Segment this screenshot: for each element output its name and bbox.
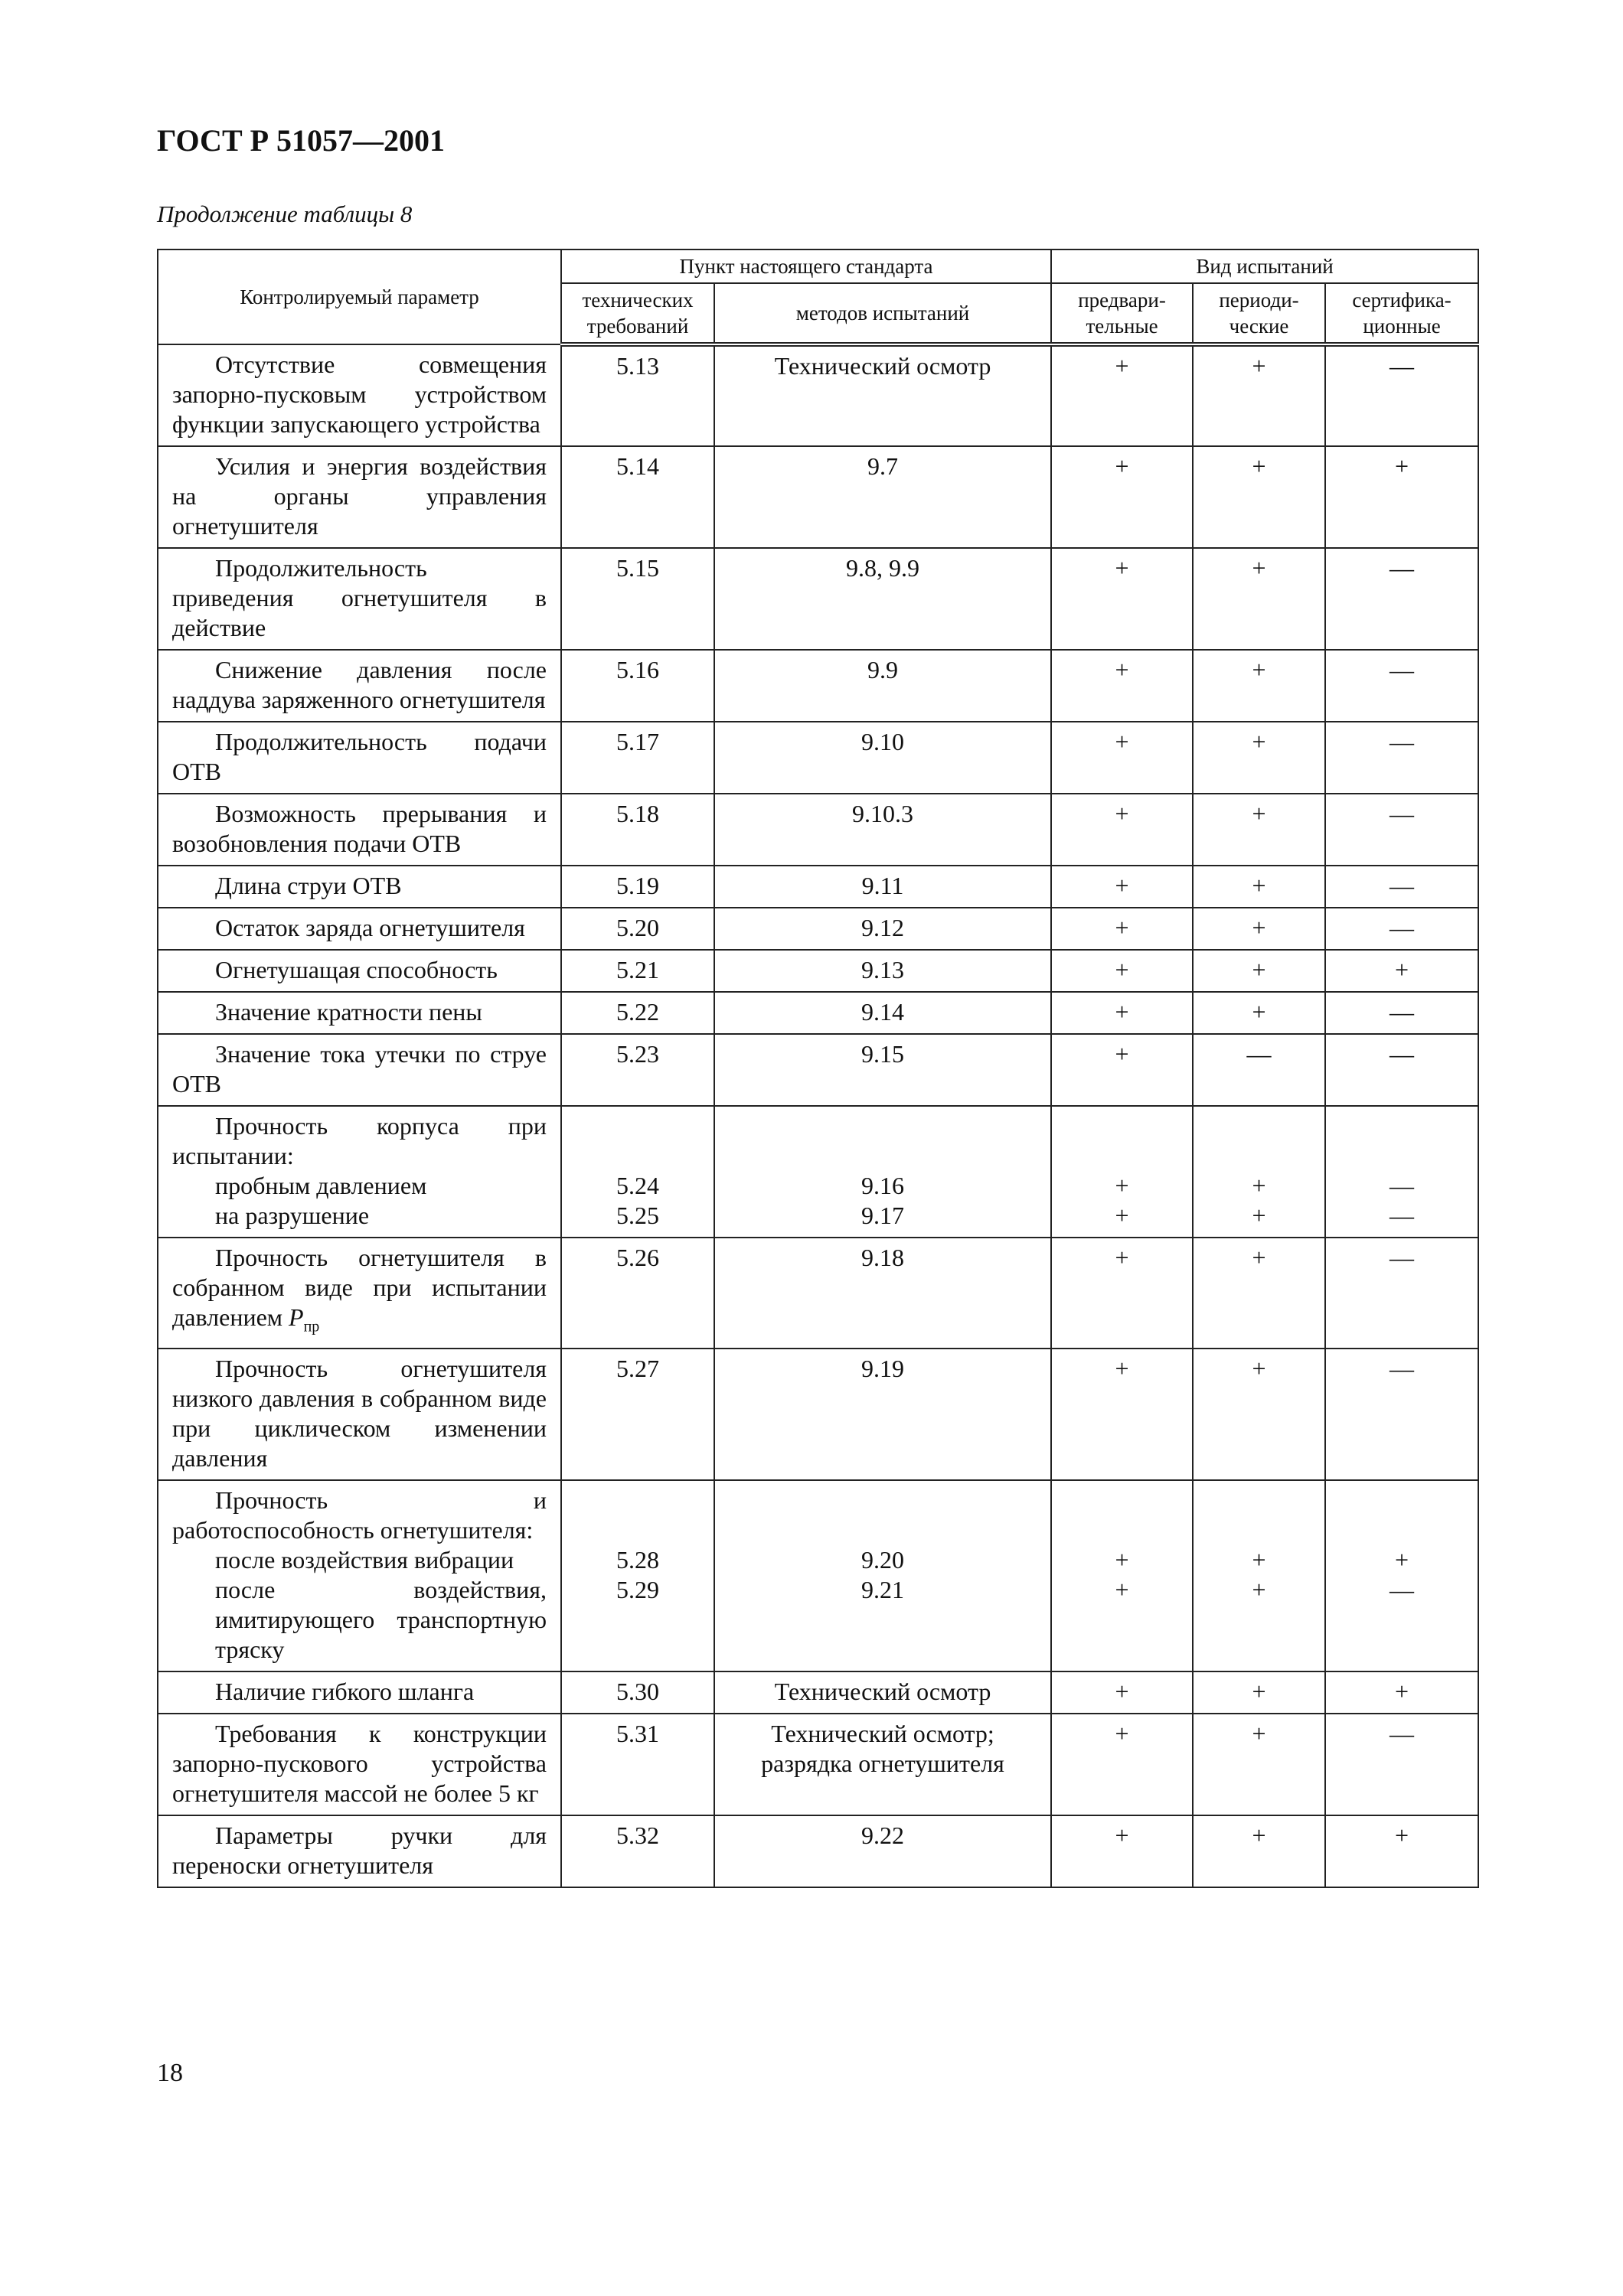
mark: — <box>1390 1172 1415 1199</box>
method-cell: Технический осмотр <box>714 344 1051 446</box>
tech-cell: 5.14 <box>561 446 714 548</box>
pressure-symbol-subscript: пр <box>303 1318 320 1336</box>
mark: + <box>1395 1546 1409 1574</box>
certification-cell: — <box>1325 650 1478 722</box>
periodic-cell: + <box>1193 1671 1325 1714</box>
table-row <box>158 344 1478 446</box>
param-subitem: после воздействия, имитирующего транспортную тряску <box>215 1576 547 1664</box>
param-cell <box>158 1349 561 1480</box>
document-code: ГОСТ Р 51057—2001 <box>157 123 446 158</box>
param-cell <box>158 722 561 794</box>
table-row <box>158 866 1478 908</box>
method-clause: 9.21 <box>861 1576 904 1604</box>
preliminary-cell: + <box>1051 866 1193 908</box>
param-cell <box>158 1815 561 1887</box>
table-body-top <box>158 344 1478 1106</box>
certification-cell: + <box>1325 950 1478 992</box>
tech-cell: 5.31 <box>561 1714 714 1815</box>
method-cell: 9.8, 9.9 <box>714 548 1051 650</box>
certification-cell: — <box>1325 1714 1478 1815</box>
preliminary-cell: + <box>1051 1671 1193 1714</box>
method-cell: 9.22 <box>714 1815 1051 1887</box>
param-cell <box>158 1714 561 1815</box>
preliminary-cell: + <box>1051 1238 1193 1349</box>
tech-cell: 5.30 <box>561 1671 714 1714</box>
table-caption: Продолжение таблицы 8 <box>157 201 413 227</box>
certification-cell <box>1325 1480 1478 1671</box>
periodic-cell: + <box>1193 344 1325 446</box>
preliminary-cell: + <box>1051 344 1193 446</box>
mark: — <box>1390 1576 1415 1604</box>
mark: + <box>1252 1546 1266 1574</box>
method-cell <box>714 1480 1051 1671</box>
method-cell: Технический осмотр <box>714 1671 1051 1714</box>
table-row <box>158 1349 1478 1480</box>
param-cell <box>158 548 561 650</box>
param-text: Требования к конструкции запорно-пускового устройства огнетушителя массой не более 5 кг <box>172 1720 547 1808</box>
periodic-cell: + <box>1193 992 1325 1034</box>
param-text: Усилия и энергия воздействия на органы управления огнетушителя <box>172 452 547 540</box>
table-row <box>158 650 1478 722</box>
table-row <box>158 1238 1478 1349</box>
param-cell <box>158 650 561 722</box>
preliminary-cell: + <box>1051 908 1193 950</box>
periodic-cell: — <box>1193 1034 1325 1106</box>
method-cell: 9.11 <box>714 866 1051 908</box>
preliminary-cell <box>1051 1106 1193 1238</box>
method-cell: 9.18 <box>714 1238 1051 1349</box>
table-row <box>158 548 1478 650</box>
preliminary-cell: + <box>1051 950 1193 992</box>
certification-cell: — <box>1325 344 1478 446</box>
param-cell <box>158 1238 561 1349</box>
tech-cell: 5.13 <box>561 344 714 446</box>
table-body-strength-body <box>158 1106 1478 1671</box>
header-tech-requirements: технических требований <box>561 283 714 344</box>
method-cell: 9.12 <box>714 908 1051 950</box>
preliminary-cell: + <box>1051 1034 1193 1106</box>
param-cell <box>158 1106 561 1238</box>
certification-cell: + <box>1325 1671 1478 1714</box>
param-cell <box>158 1480 561 1671</box>
param-text: Продолжительность подачи ОТВ <box>172 728 547 785</box>
header-certification: сертифика-ционные <box>1325 283 1478 344</box>
certification-cell: — <box>1325 722 1478 794</box>
tech-cell: 5.15 <box>561 548 714 650</box>
param-text: Огнетушащая способность <box>215 956 498 983</box>
tech-clause: 5.28 <box>616 1546 659 1574</box>
table-row <box>158 992 1478 1034</box>
param-text: Значение кратности пены <box>215 998 482 1026</box>
certification-cell: + <box>1325 1815 1478 1887</box>
tech-cell: 5.16 <box>561 650 714 722</box>
mark: + <box>1252 1576 1266 1604</box>
param-text: Снижение давления после наддува заряженного огнетушителя <box>172 656 547 713</box>
method-clause: 9.20 <box>861 1546 904 1574</box>
method-cell: 9.14 <box>714 992 1051 1034</box>
mark: + <box>1115 1576 1129 1604</box>
periodic-cell: + <box>1193 794 1325 866</box>
certification-cell: — <box>1325 992 1478 1034</box>
periodic-cell: + <box>1193 446 1325 548</box>
param-text: Остаток заряда огнетушителя <box>215 914 525 941</box>
preliminary-cell: + <box>1051 650 1193 722</box>
tech-cell: 5.23 <box>561 1034 714 1106</box>
param-text: Продолжительность приведения огнетушителя в действие <box>172 554 547 641</box>
param-text: Прочность и работоспособность огнетушителя: <box>172 1486 547 1544</box>
tech-clause: 5.24 <box>616 1172 659 1199</box>
mark: — <box>1390 1202 1415 1229</box>
tech-cell: 5.19 <box>561 866 714 908</box>
param-subitem: на разрушение <box>215 1202 370 1229</box>
param-text: Прочность корпуса при испытании: <box>172 1112 547 1169</box>
param-text: Наличие гибкого шланга <box>215 1678 475 1706</box>
certification-cell: — <box>1325 866 1478 908</box>
tech-cell: 5.20 <box>561 908 714 950</box>
method-cell: 9.9 <box>714 650 1051 722</box>
param-subitem: после воздействия вибрации <box>215 1546 514 1574</box>
certification-cell: — <box>1325 1349 1478 1480</box>
periodic-cell: + <box>1193 1238 1325 1349</box>
table-row <box>158 794 1478 866</box>
certification-cell: — <box>1325 794 1478 866</box>
method-cell: 9.19 <box>714 1349 1051 1480</box>
table-row <box>158 1815 1478 1887</box>
param-text: Прочность огнетушителя в собранном виде при испытании давлением <box>172 1244 547 1331</box>
method-cell: Технический осмотр; разрядка огнетушителя <box>714 1714 1051 1815</box>
preliminary-cell: + <box>1051 794 1193 866</box>
tech-cell: 5.21 <box>561 950 714 992</box>
param-cell <box>158 1034 561 1106</box>
periodic-cell: + <box>1193 950 1325 992</box>
table-row <box>158 1671 1478 1714</box>
param-cell <box>158 344 561 446</box>
param-cell <box>158 908 561 950</box>
tech-cell: 5.22 <box>561 992 714 1034</box>
certification-cell: + <box>1325 446 1478 548</box>
header-test-methods: методов испытаний <box>714 283 1051 344</box>
method-cell: 9.13 <box>714 950 1051 992</box>
tech-cell: 5.27 <box>561 1349 714 1480</box>
header-clause-group: Пункт настоящего стандарта <box>561 249 1051 283</box>
method-clause: 9.17 <box>861 1202 904 1229</box>
certification-cell: — <box>1325 908 1478 950</box>
tech-clause: 5.29 <box>616 1576 659 1604</box>
periodic-cell: + <box>1193 1815 1325 1887</box>
table-body-bottom <box>158 1671 1478 1887</box>
header-preliminary: предвари-тельные <box>1051 283 1193 344</box>
mark: + <box>1115 1546 1129 1574</box>
param-cell <box>158 866 561 908</box>
preliminary-cell: + <box>1051 548 1193 650</box>
table-row <box>158 446 1478 548</box>
preliminary-cell <box>1051 1480 1193 1671</box>
header-periodic: периоди-ческие <box>1193 283 1325 344</box>
periodic-cell: + <box>1193 1349 1325 1480</box>
tech-clause: 5.25 <box>616 1202 659 1229</box>
pressure-symbol: P <box>289 1303 304 1331</box>
periodic-cell: + <box>1193 866 1325 908</box>
preliminary-cell: + <box>1051 446 1193 548</box>
table-row <box>158 1714 1478 1815</box>
table-row <box>158 950 1478 992</box>
tech-cell: 5.26 <box>561 1238 714 1349</box>
param-cell <box>158 446 561 548</box>
tech-cell: 5.17 <box>561 722 714 794</box>
periodic-cell: + <box>1193 722 1325 794</box>
method-cell: 9.15 <box>714 1034 1051 1106</box>
param-text: Параметры ручки для переноски огнетушителя <box>172 1821 547 1880</box>
periodic-cell: + <box>1193 1714 1325 1815</box>
certification-cell: — <box>1325 1238 1478 1349</box>
mark: + <box>1252 1172 1266 1199</box>
header-test-type-group: Вид испытаний <box>1051 249 1478 283</box>
table-row <box>158 722 1478 794</box>
table-row <box>158 1106 1478 1238</box>
tech-cell <box>561 1106 714 1238</box>
certification-cell: — <box>1325 1034 1478 1106</box>
periodic-cell: + <box>1193 548 1325 650</box>
periodic-cell: + <box>1193 908 1325 950</box>
page-number: 18 <box>157 2059 183 2087</box>
param-text: Отсутствие совмещения запорно-пусковым устройством функции запускающего устройства <box>172 351 547 438</box>
table-row <box>158 908 1478 950</box>
method-cell: 9.7 <box>714 446 1051 548</box>
mark: + <box>1115 1172 1129 1199</box>
certification-cell: — <box>1325 548 1478 650</box>
param-cell <box>158 992 561 1034</box>
preliminary-cell: + <box>1051 1714 1193 1815</box>
param-cell <box>158 1671 561 1714</box>
preliminary-cell: + <box>1051 722 1193 794</box>
mark: + <box>1252 1202 1266 1229</box>
method-cell: 9.10.3 <box>714 794 1051 866</box>
tech-cell: 5.18 <box>561 794 714 866</box>
preliminary-cell: + <box>1051 992 1193 1034</box>
param-cell <box>158 950 561 992</box>
method-clause: 9.16 <box>861 1172 904 1199</box>
table-row <box>158 1034 1478 1106</box>
preliminary-cell: + <box>1051 1349 1193 1480</box>
param-subitem: пробным давлением <box>215 1172 427 1199</box>
header-parameter: Контролируемый параметр <box>158 249 561 344</box>
param-text: Возможность прерывания и возобновления подачи ОТВ <box>172 800 547 857</box>
test-parameters-table <box>157 249 1479 1888</box>
tech-cell: 5.32 <box>561 1815 714 1887</box>
param-text: Длина струи ОТВ <box>215 872 402 899</box>
param-text: Значение тока утечки по струе ОТВ <box>172 1040 547 1097</box>
periodic-cell <box>1193 1106 1325 1238</box>
method-cell <box>714 1106 1051 1238</box>
mark: + <box>1115 1202 1129 1229</box>
method-cell: 9.10 <box>714 722 1051 794</box>
periodic-cell: + <box>1193 650 1325 722</box>
certification-cell <box>1325 1106 1478 1238</box>
param-text: Прочность огнетушителя низкого давления в собранном виде при циклическом изменении давления <box>172 1355 547 1473</box>
preliminary-cell: + <box>1051 1815 1193 1887</box>
param-cell <box>158 794 561 866</box>
table-row <box>158 1480 1478 1671</box>
periodic-cell <box>1193 1480 1325 1671</box>
tech-cell <box>561 1480 714 1671</box>
